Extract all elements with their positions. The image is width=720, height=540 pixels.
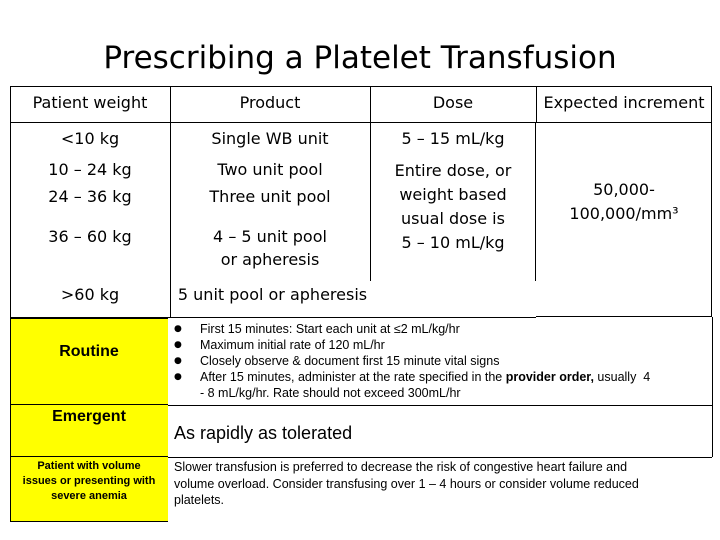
product-row-2: Two unit pool — [217, 160, 323, 179]
volume-label-line-1: Patient with volume — [37, 460, 141, 472]
bullet-4-tail: usually 4 — [593, 370, 651, 384]
increment-line-1: 50,000- — [593, 180, 655, 199]
shared-dose-line-4: 5 – 10 mL/kg — [401, 233, 505, 252]
provider-order-emphasis: provider order, — [505, 370, 594, 384]
lower-right-border — [712, 317, 713, 457]
volume-text-line-2: volume overload. Consider transfusing over 1 – 4 hours or consider volume reduced — [174, 476, 639, 491]
label-divider-1 — [10, 404, 168, 405]
bullet-dot-3: ● — [174, 356, 182, 366]
bullet-dot-4: ● — [174, 372, 182, 382]
emergent-label: Emergent — [52, 408, 126, 425]
volume-label-line-3: severe anemia — [51, 490, 127, 502]
shared-dose — [370, 159, 536, 255]
dose-row-1: 5 – 15 mL/kg — [401, 129, 505, 148]
routine-bullet-4 — [200, 369, 650, 385]
product-row-3: Three unit pool — [209, 187, 331, 206]
routine-bullet-4-continued: - 8 mL/kg/hr. Rate should not exceed 300mL/hr — [200, 386, 461, 400]
header-dose: Dose — [432, 93, 474, 112]
header-expected-increment: Expected increment — [543, 93, 705, 112]
expected-increment-value — [536, 178, 712, 226]
product-row-4-line1: 4 – 5 unit pool — [213, 227, 327, 246]
shared-dose-line-3: usual dose is — [401, 209, 505, 228]
weight-row-3: 24 – 36 kg — [48, 187, 132, 206]
volume-text-line-3: platelets. — [174, 493, 225, 507]
header-patient-weight: Patient weight — [32, 93, 148, 112]
bullet-dot-1: ● — [174, 324, 182, 334]
header-product: Product — [239, 93, 301, 112]
page-title: Prescribing a Platelet Transfusion — [103, 40, 617, 76]
emergent-text: As rapidly as tolerated — [174, 423, 353, 443]
volume-label-line-2: issues or presenting with — [22, 475, 156, 487]
shared-dose-line-2: weight based — [399, 185, 507, 204]
weight-row-4: 36 – 60 kg — [48, 227, 132, 246]
product-row-5: 5 unit pool or apheresis — [177, 285, 368, 304]
bullet-dot-2: ● — [174, 340, 182, 350]
shared-dose-line-1: Entire dose, or — [394, 161, 512, 180]
volume-text-line-1: Slower transfusion is preferred to decrease the risk of congestive heart failure and — [174, 460, 628, 474]
routine-label: Routine — [59, 343, 119, 360]
weight-row-2: 10 – 24 kg — [48, 160, 132, 179]
volume-text — [174, 459, 639, 509]
bullet-4-text: After 15 minutes, administer at the rate specified in the — [200, 370, 506, 384]
volume-label — [10, 459, 168, 504]
routine-bullet-1: First 15 minutes: Start each unit at ≤2 mL/kg/hr — [200, 322, 460, 336]
weight-row-5: >60 kg — [60, 285, 120, 304]
emergent-bottom-border — [168, 457, 712, 458]
increment-line-2: 100,000/mm³ — [569, 204, 679, 223]
weight-row-1: <10 kg — [60, 129, 120, 148]
routine-bottom-border — [168, 405, 712, 406]
label-divider-2 — [10, 456, 168, 457]
product-row-1: Single WB unit — [211, 129, 329, 148]
routine-bullet-3: Closely observe & document first 15 minute vital signs — [200, 354, 500, 368]
routine-bullet-2: Maximum initial rate of 120 mL/hr — [200, 338, 385, 352]
product-row-4-line2: or apheresis — [220, 250, 320, 269]
